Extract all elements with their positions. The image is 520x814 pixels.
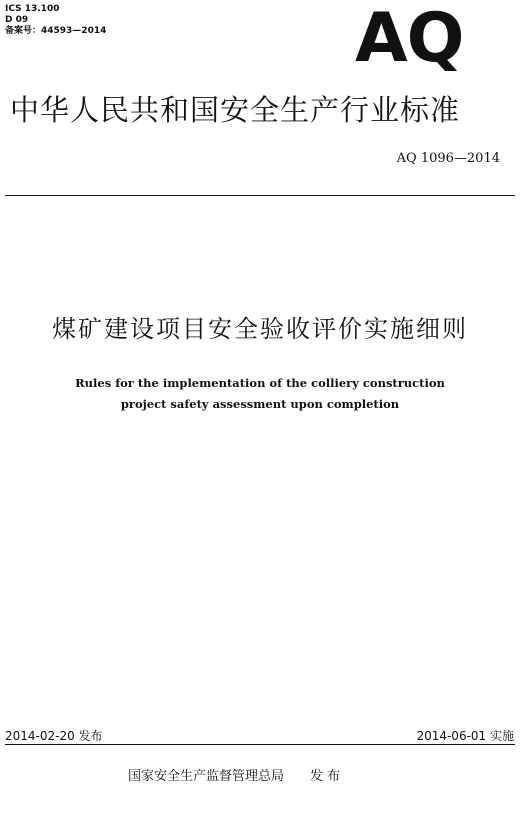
publisher-action: 发 布 — [310, 769, 341, 784]
record-number: 备案号：44593—2014 — [5, 26, 107, 36]
document-title-en — [0, 373, 520, 415]
classification-block — [5, 4, 106, 37]
standard-number: AQ 1096—2014 — [396, 151, 500, 166]
title-en-line-1: Rules for the implementation of the colliery construction — [75, 376, 445, 390]
publisher-name: 国家安全生产监督管理总局 — [128, 769, 285, 784]
standard-category: 中华人民共和国安全生产行业标准 — [10, 93, 461, 127]
document-title-zh: 煤矿建设项目安全验收评价实施细则 — [52, 315, 468, 343]
top-divider — [5, 195, 515, 196]
class-code: D 09 — [5, 15, 29, 25]
issue-date: 2014-02-20 发布 — [5, 729, 103, 743]
bottom-divider — [5, 744, 515, 745]
ics-code: ICS 13.100 — [5, 4, 60, 14]
title-en-line-2: project safety assessment upon completion — [120, 397, 400, 411]
effective-date: 2014-06-01 实施 — [416, 729, 514, 743]
standard-logo: AQ — [355, 0, 464, 78]
publisher-line — [128, 765, 340, 784]
